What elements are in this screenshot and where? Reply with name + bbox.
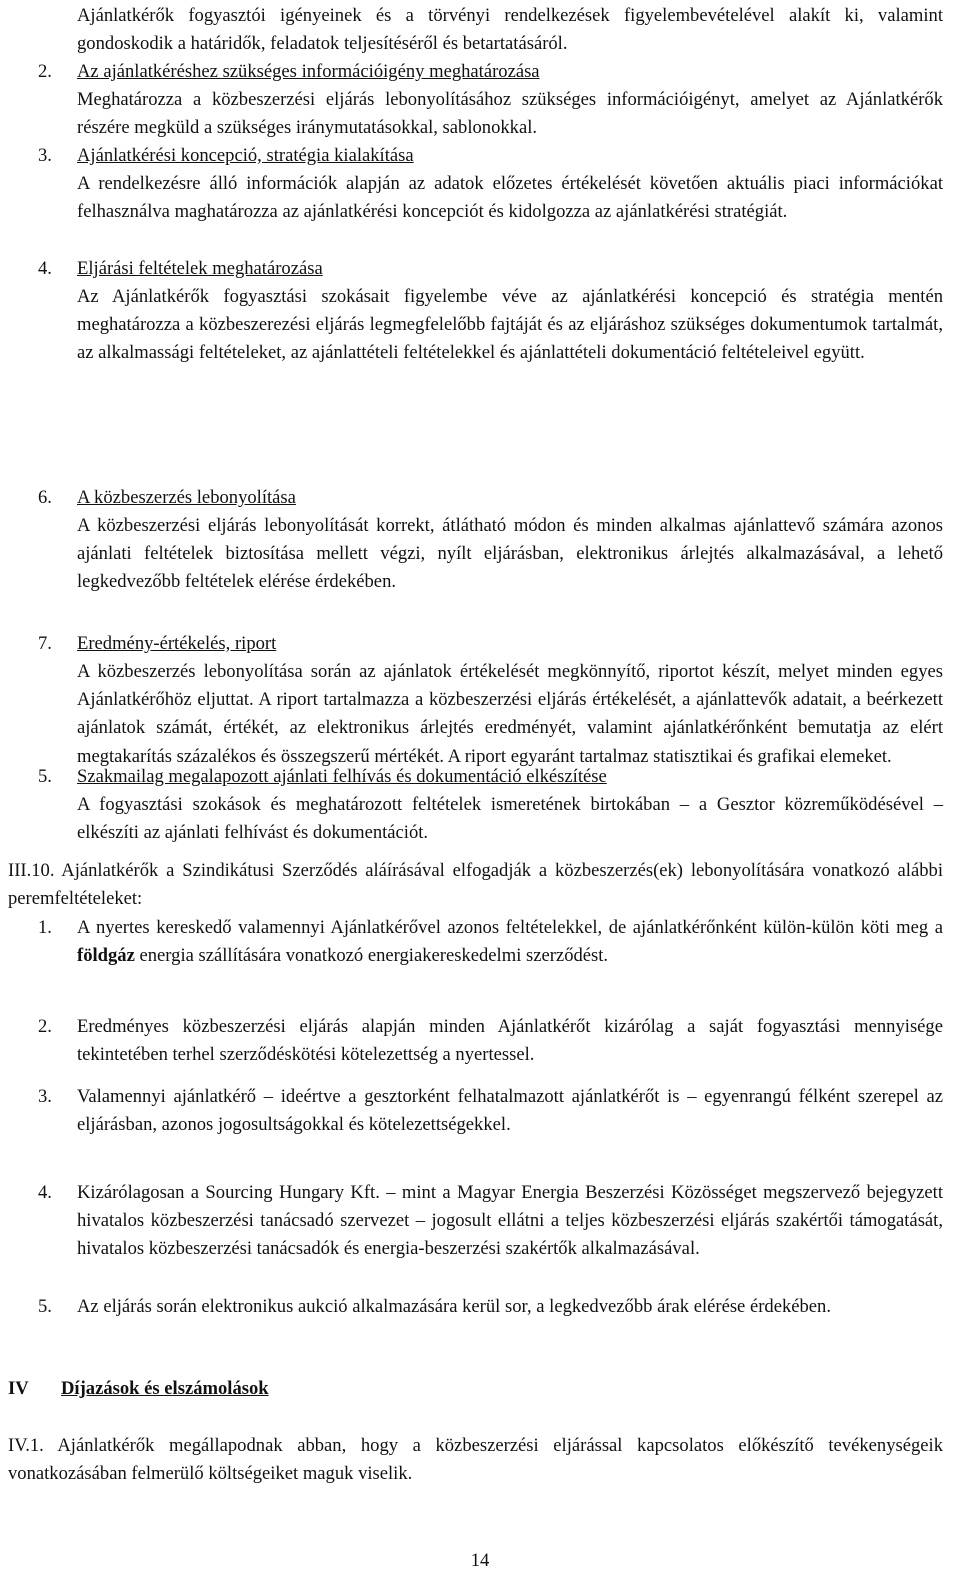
page-number: 14 [470,1550,490,1571]
step-body: A közbeszerzési eljárás lebonyolítását korrekt, átlátható módon és minden alkalmas ajánlattevő számára azonos ajánlati feltételek biztosítása mellett végzi, nyílt eljárásban, elektronikus árlejtés alkalmazásával, a lehető legkedvezőbb feltételek elérése érdekében. [77,515,943,593]
intro-continuation: Ajánlatkérők fogyasztói igényeinek és a törvényi rendelkezések figyelembevételével alakít ki, valamint gondoskodik a határidők, feladatok teljesítéséről és betartatásáról. [77,5,943,55]
step-body: A közbeszerzés lebonyolítása során az ajánlatok értékelését megkönnyítő, riportot készít, melyet minden egyes Ajánlatkérőhöz eljuttat. A riport tartalmazza a közbeszerzési eljárás értékelését, a ajánlattevők adatait, a beérkezett ajánlatok számát, értékét, az elektronikus árlejtés eredményét, valamint ajánlatkérőnként bemutatja az elért megtakarítás százalékos és összegszerű mértékét. A riport egyaránt tartalmaz statisztikai és grafikai elemeket. [77,661,943,767]
condition-number: 2. [38,1016,52,1037]
step-number: 6. [38,487,52,508]
step-body: A fogyasztási szokások és meghatározott feltételek ismeretének birtokában – a Gesztor közreműködésével – elkészíti az ajánlati felhívást és dokumentációt. [77,794,943,844]
condition-text-after: energia szállítására vonatkozó energiakereskedelmi szerződést. [134,945,609,967]
step-number: 3. [38,145,52,166]
step-heading: Ajánlatkérési koncepció, stratégia kialakítása [77,145,414,166]
step-heading: Szakmailag megalapozott ajánlati felhívás és dokumentáció elkészítése [77,766,607,787]
step-number: 7. [38,633,52,654]
step-number: 5. [38,766,52,787]
condition-text: Kizárólagosan a Sourcing Hungary Kft. – mint a Magyar Energia Beszerzési Közösséget megszervező bejegyzett hivatalos közbeszerzési tanácsadó szervezet – jogosult ellátni a teljes közbeszerzési eljárás szakértői támogatását, hivatalos közbeszerzési tanácsadók és energia-beszerzési szakértők alkalmazásával. [77,1182,943,1260]
section-roman-numeral: IV [8,1378,29,1399]
condition-text: Eredményes közbeszerzési eljárás alapján minden Ajánlatkérőt kizárólag a saját fogyasztási mennyisége tekintetében terhel szerződéskötési kötelezettség a nyertessel. [77,1016,943,1066]
condition-text: Az eljárás során elektronikus aukció alkalmazására kerül sor, a legkedvezőbb árak elérése érdekében. [77,1296,831,1317]
condition-text: Valamennyi ajánlatkérő – ideértve a gesztorként felhatalmazott ajánlatkérőt is – egyenrangú félként szerepel az eljárásban, azonos jogosultságokkal és kötelezettségekkel. [77,1086,943,1136]
section-iv-heading [8,1375,269,1403]
step-body: Az Ajánlatkérők fogyasztási szokásait figyelembe véve az ajánlatkérési koncepció és stratégia mentén meghatározza a közbeszerezési eljárás legmegfelelőbb fajtáját és az eljáráshoz szükséges dokumentumok tartalmát, az alkalmassági feltételeket, az ajánlattételi feltételekkel és ajánlattételi dokumentáció feltételeivel együtt. [77,286,943,364]
step-body: A rendelkezésre álló információk alapján az adatok előzetes értékelését követően aktuális piaci információkat felhasználva maghatározza az ajánlatkérési koncepciót és kidolgozza az ajánlatkérési stratégiát. [77,173,943,223]
section-title: Díjazások és elszámolások [61,1378,269,1399]
condition-number: 5. [38,1296,52,1317]
step-heading: Az ajánlatkéréshez szükséges információigény meghatározása [77,61,540,82]
condition-number: 3. [38,1086,52,1107]
step-heading: Eredmény-értékelés, riport [77,633,277,654]
step-number: 4. [38,258,52,279]
step-heading: A közbeszerzés lebonyolítása [77,487,296,508]
section-3-10-intro: III.10. Ajánlatkérők a Szindikátusi Szerződés aláírásával elfogadják a közbeszerzés(ek) lebonyolítására vonatkozó alábbi peremfeltételeket: [8,860,943,910]
condition-number: 4. [38,1182,52,1203]
condition-text [77,914,943,970]
step-heading: Eljárási feltételek meghatározása [77,258,323,279]
condition-number: 1. [38,917,52,938]
step-body: Meghatározza a közbeszerzési eljárás lebonyolításához szükséges információigényt, amelyet az Ajánlatkérők részére megküld a szükséges iránymutatásokkal, sablonokkal. [77,89,943,139]
step-number: 2. [38,61,52,82]
condition-text-before: A nyertes kereskedő valamennyi Ajánlatkérővel azonos feltételekkel, de ajánlatkérőnként külön-külön köti meg a [77,917,943,938]
condition-bold-term: földgáz [77,945,135,967]
section-iv-1-paragraph: IV.1. Ajánlatkérők megállapodnak abban, hogy a közbeszerzési eljárással kapcsolatos előkészítő tevékenységeik vonatkozásában felmerülő költségeiket maguk viselik. [8,1435,943,1485]
